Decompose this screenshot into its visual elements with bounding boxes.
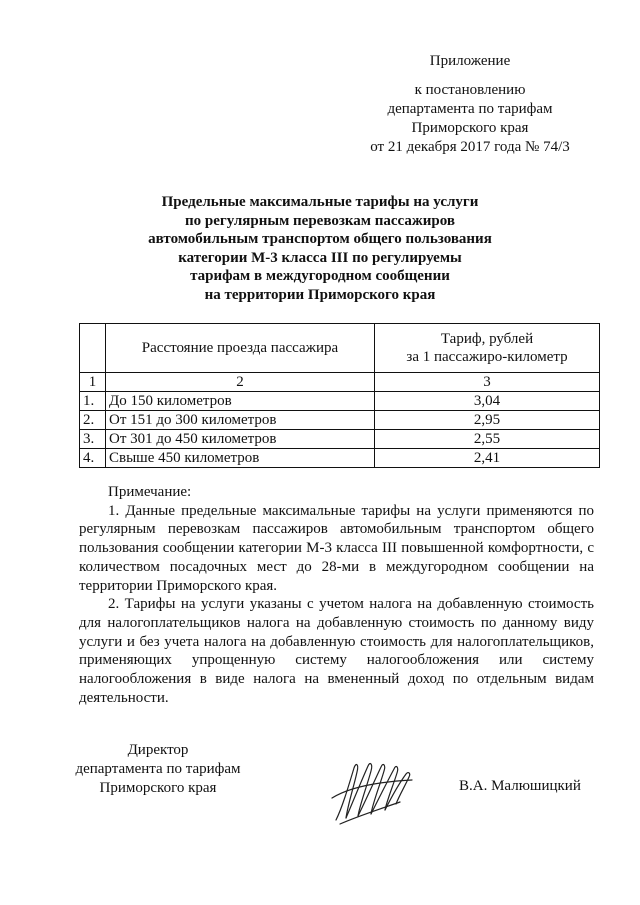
appendix-line: департамента по тарифам <box>387 101 553 117</box>
row-number: 4. <box>80 449 106 468</box>
appendix-line: Приморского края <box>411 120 529 136</box>
title-line: тарифам в междугородном сообщении <box>190 268 450 285</box>
notes-title: Примечание: <box>108 484 192 500</box>
table-index-row <box>80 373 600 392</box>
header-cell-tariff <box>375 324 600 373</box>
title-line: Предельные максимальные тарифы на услуги <box>161 194 479 210</box>
row-tariff: 3,04 <box>375 392 600 411</box>
row-number: 2. <box>80 411 106 430</box>
index-cell: 1 <box>80 373 106 392</box>
appendix-label: Приложение <box>429 53 511 69</box>
tariff-table <box>79 323 600 468</box>
table-row <box>80 430 600 449</box>
position-line: Директор <box>127 742 189 758</box>
table-row <box>80 411 600 430</box>
handwritten-signature <box>328 758 418 828</box>
row-number: 1. <box>80 392 106 411</box>
table-row <box>80 449 600 468</box>
title-line: категории М-3 класса III по регулируемы <box>178 249 462 266</box>
row-tariff: 2,95 <box>375 411 600 430</box>
note-item: 2. Тарифы на услуги указаны с учетом налога на добавленную стоимость для налогоплательщиков налога на добавленную стоимость по данному виду услуги и без учета налога на добавленную стоимость для налогоплательщиков, применяющих упрощенную систему налогообложения или систему налогообложения в виде налога на вмененный доход по отдельным видам деятельности. <box>79 596 594 706</box>
header-tariff-line: Тариф, рублей <box>440 331 534 347</box>
title-line: по регулярным перевозкам пассажиров <box>185 212 455 229</box>
index-cell: 2 <box>106 373 375 392</box>
document-title <box>0 193 640 305</box>
notes-section <box>79 483 594 707</box>
row-distance: До 150 километров <box>106 392 375 411</box>
row-distance: Свыше 450 километров <box>106 449 375 468</box>
title-line: на территории Приморского края <box>204 286 436 303</box>
note-item: 1. Данные предельные максимальные тарифы на услуги применяются по регулярным перевозкам пассажиров автомобильным транспортом общего пользования сообщении категории М-3 класса III повышенной комфортности, с количеством посадочных мест до 28-ми в междугородном сообщении на территории Приморского края. <box>79 502 594 594</box>
row-number: 3. <box>80 430 106 449</box>
header-cell-distance: Расстояние проезда пассажира <box>106 324 375 373</box>
appendix-line: к постановлению <box>414 82 526 98</box>
row-tariff: 2,55 <box>375 430 600 449</box>
index-cell: 3 <box>375 373 600 392</box>
table-row <box>80 392 600 411</box>
appendix-line: от 21 декабря 2017 года № 74/3 <box>370 139 570 155</box>
title-line: автомобильным транспортом общего пользования <box>148 231 492 248</box>
table-header-row <box>80 324 600 373</box>
appendix-block <box>350 52 590 157</box>
header-cell-number <box>80 324 106 373</box>
header-tariff-line: за 1 пассажиро-километр <box>406 349 568 365</box>
signatory-name: В.А. Малюшицкий <box>459 778 581 794</box>
row-distance: От 151 до 300 километров <box>106 411 375 430</box>
signatory-position <box>68 741 248 798</box>
row-tariff: 2,41 <box>375 449 600 468</box>
position-line: Приморского края <box>99 780 217 796</box>
position-line: департамента по тарифам <box>75 761 241 777</box>
row-distance: От 301 до 450 километров <box>106 430 375 449</box>
